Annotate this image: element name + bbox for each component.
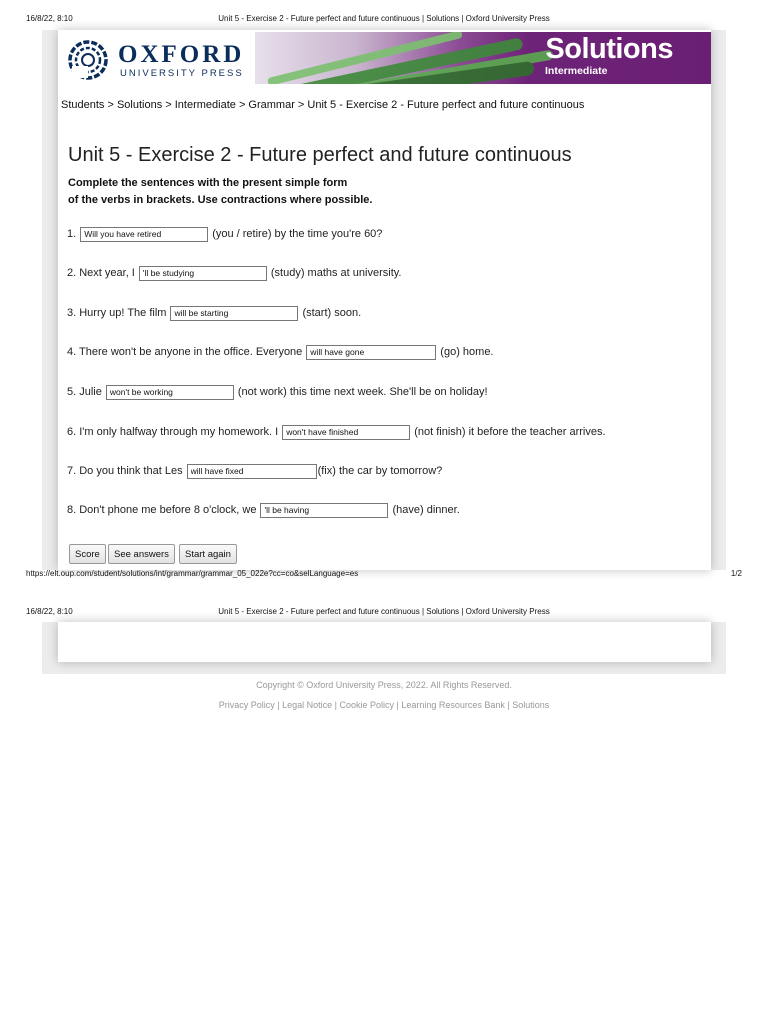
page-title: Unit 5 - Exercise 2 - Future perfect and future continuous — [68, 144, 572, 166]
answer-6-input[interactable] — [282, 425, 410, 440]
question-2 — [67, 265, 402, 281]
print-url: https://elt.oup.com/student/solutions/int/grammar/grammar_05_022e?cc=co&selLanguage=es — [26, 569, 359, 578]
print-title: Unit 5 - Exercise 2 - Future perfect and future continuous | Solutions | Oxford University Press — [218, 14, 550, 23]
question-5-text: 5. Julie — [67, 386, 102, 398]
oup-ring-icon — [68, 40, 108, 80]
solutions-title: Solutions — [545, 33, 673, 65]
page-sheet — [58, 30, 711, 570]
question-1-hint: (you / retire) by the time you're 60? — [212, 228, 383, 240]
university-press-wordmark: UNIVERSITY PRESS — [120, 68, 244, 79]
question-6-hint: (not finish) it before the teacher arrives. — [414, 426, 606, 438]
question-3-text: 3. Hurry up! The film — [67, 307, 167, 319]
instructions-line-1: Complete the sentences with the present simple form — [68, 177, 348, 189]
footer-links[interactable]: Privacy Policy | Legal Notice | Cookie Policy | Learning Resources Bank | Solutions — [218, 700, 550, 710]
question-8-text: 8. Don't phone me before 8 o'clock, we — [67, 504, 257, 516]
oxford-logo[interactable] — [68, 38, 258, 82]
copyright: Copyright © Oxford University Press, 2022. All Rights Reserved. — [256, 680, 512, 690]
question-7-hint: (fix) the car by tomorrow? — [317, 465, 443, 477]
question-7-text: 7. Do you think that Les — [67, 465, 183, 477]
see-answers-button[interactable]: See answers — [108, 544, 175, 564]
answer-5-input[interactable] — [106, 385, 234, 400]
instructions-line-2: of the verbs in brackets. Use contractions where possible. — [68, 194, 373, 206]
level-label: Intermediate — [545, 65, 608, 77]
question-3 — [67, 305, 361, 321]
solutions-banner — [255, 32, 711, 84]
answer-7-input[interactable] — [187, 464, 317, 479]
question-8-hint: (have) dinner. — [392, 504, 460, 516]
score-button[interactable]: Score — [69, 544, 106, 564]
question-3-hint: (start) soon. — [302, 307, 362, 319]
print-datetime: 16/8/22, 8:10 — [26, 14, 73, 23]
instructions — [68, 175, 428, 209]
question-4 — [67, 344, 494, 360]
print-footer — [0, 569, 768, 581]
question-6-text: 6. I'm only halfway through my homework. I — [67, 426, 279, 438]
question-7 — [67, 463, 442, 479]
answer-8-input[interactable] — [260, 503, 388, 518]
page-sheet-2 — [58, 622, 711, 662]
answer-2-input[interactable] — [139, 266, 267, 281]
question-2-hint: (study) maths at university. — [270, 267, 402, 279]
print-title-2: Unit 5 - Exercise 2 - Future perfect and future continuous | Solutions | Oxford University Press — [218, 607, 550, 616]
oxford-wordmark: OXFORD — [118, 41, 245, 68]
print-header — [0, 14, 768, 28]
question-1-text: 1. — [67, 228, 77, 240]
question-5 — [67, 384, 488, 400]
question-2-text: 2. Next year, I — [67, 267, 135, 279]
question-5-hint: (not work) this time next week. She'll be on holiday! — [237, 386, 488, 398]
answer-4-input[interactable] — [306, 345, 436, 360]
question-4-hint: (go) home. — [440, 346, 494, 358]
breadcrumb[interactable]: Students > Solutions > Intermediate > Grammar > Unit 5 - Exercise 2 - Future perfect and future continuous — [61, 99, 585, 111]
print-page-number: 1/2 — [730, 569, 742, 578]
answer-1-input[interactable] — [80, 227, 208, 242]
header-banner — [58, 32, 711, 84]
start-again-button[interactable]: Start again — [179, 544, 237, 564]
question-4-text: 4. There won't be anyone in the office. Everyone — [67, 346, 303, 358]
question-6 — [67, 424, 606, 440]
question-8 — [67, 502, 460, 518]
question-1 — [67, 226, 382, 242]
print-datetime-2: 16/8/22, 8:10 — [26, 607, 73, 616]
answer-3-input[interactable] — [170, 306, 298, 321]
print-header-2 — [0, 607, 768, 621]
